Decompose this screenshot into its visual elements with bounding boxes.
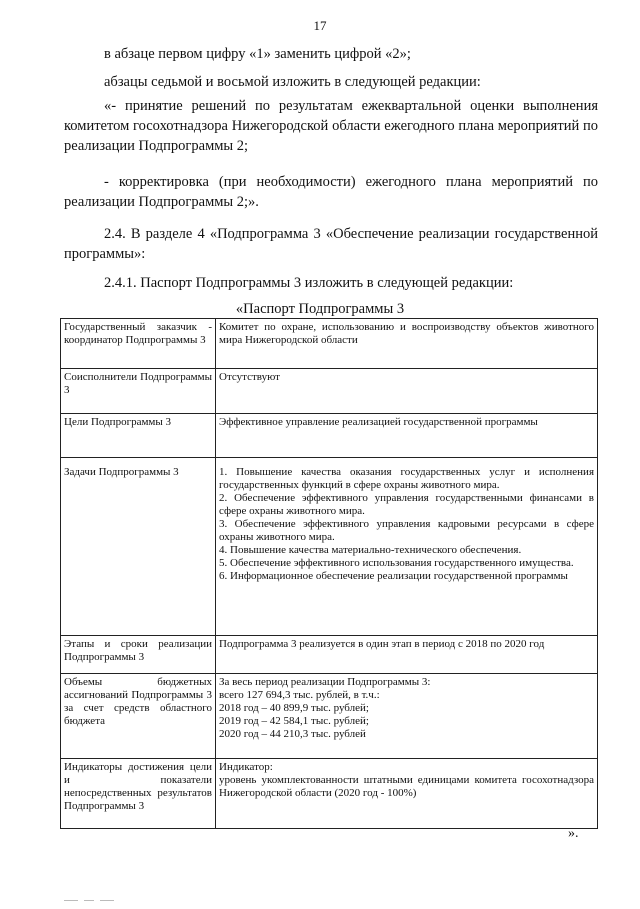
value-line: Подпрограмма 3 реализуется в один этап в период с 2018 по 2020 год (219, 638, 545, 650)
table-row (61, 636, 598, 674)
paragraph-2: абзацы седьмой и восьмой изложить в следующей редакции: (104, 74, 481, 90)
passport-table (60, 318, 598, 829)
table-row (61, 369, 598, 414)
value-line: 2018 год – 40 899,9 тыс. рублей; (219, 702, 369, 714)
value-line: 5. Обеспечение эффективного использования государственного имущества. (219, 557, 574, 569)
paragraph-1: в абзаце первом цифру «1» заменить цифрой «2»; (104, 46, 411, 62)
row-label: Цели Подпрограммы 3 (61, 414, 216, 458)
row-value (216, 369, 598, 414)
scan-artifact (64, 891, 134, 897)
paragraph-5: 2.4. В разделе 4 «Подпрограмма 3 «Обеспечение реализации государственной программы»: (64, 226, 598, 262)
paragraph-4: - корректировка (при необходимости) ежегодного плана мероприятий по реализации Подпрограммы 2;». (64, 174, 598, 210)
value-line: Комитет по охране, использованию и воспроизводству объектов животного мира Нижегородской области (219, 321, 594, 346)
value-line: Отсутствуют (219, 371, 280, 383)
page-number: 17 (313, 18, 327, 33)
value-line: 3. Обеспечение эффективного управления кадровыми ресурсами в сфере охраны животного мира. (219, 518, 594, 543)
row-value (216, 636, 598, 674)
value-line: 6. Информационное обеспечение реализации государственной программы (219, 570, 568, 582)
table-row (61, 458, 598, 636)
table-row (61, 319, 598, 369)
row-value (216, 319, 598, 369)
closing-mark: ». (568, 826, 579, 841)
value-line: Эффективное управление реализацией государственной программы (219, 416, 538, 428)
table-row (61, 414, 598, 458)
value-line: За весь период реализации Подпрограммы 3: (219, 676, 431, 688)
row-value (216, 458, 598, 636)
table-row (61, 674, 598, 759)
row-value (216, 759, 598, 829)
row-value (216, 414, 598, 458)
value-line: Индикатор: (219, 761, 273, 773)
row-label: Объемы бюджетных ассигнований Подпрограммы 3 за счет средств областного бюджета (61, 674, 216, 759)
row-label: Индикаторы достижения цели и показатели непосредственных результатов Подпрограммы 3 (61, 759, 216, 829)
value-line: всего 127 694,3 тыс. рублей, в т.ч.: (219, 689, 380, 701)
row-label: Задачи Подпрограммы 3 (61, 458, 216, 636)
value-line: 1. Повышение качества оказания государственных услуг и исполнения государственных функций в сфере охраны животного мира. (219, 466, 594, 491)
value-line: 2020 год – 44 210,3 тыс. рублей (219, 728, 366, 740)
value-line: уровень укомплектованности штатными единицами комитета госохотнадзора Нижегородской области (2020 год - 100%) (219, 774, 594, 799)
value-line: 4. Повышение качества материально-технического обеспечения. (219, 544, 522, 556)
paragraph-3: «- принятие решений по результатам ежеквартальной оценки выполнения комитетом госохотнадзора Нижегородской области ежегодного плана мероприятий по реализации Подпрограммы 2; (64, 98, 598, 154)
row-label: Этапы и сроки реализации Подпрограммы 3 (61, 636, 216, 674)
paragraph-6: 2.4.1. Паспорт Подпрограммы 3 изложить в следующей редакции: (104, 275, 514, 291)
table-caption: «Паспорт Подпрограммы 3 (235, 301, 405, 317)
value-line: 2019 год – 42 584,1 тыс. рублей; (219, 715, 369, 727)
value-line: 2. Обеспечение эффективного управления государственными финансами в сфере охраны животного мира. (219, 492, 594, 517)
row-label: Соисполнители Подпрограммы 3 (61, 369, 216, 414)
row-value (216, 674, 598, 759)
row-label: Государственный заказчик - координатор Подпрограммы 3 (61, 319, 216, 369)
table-row (61, 759, 598, 829)
